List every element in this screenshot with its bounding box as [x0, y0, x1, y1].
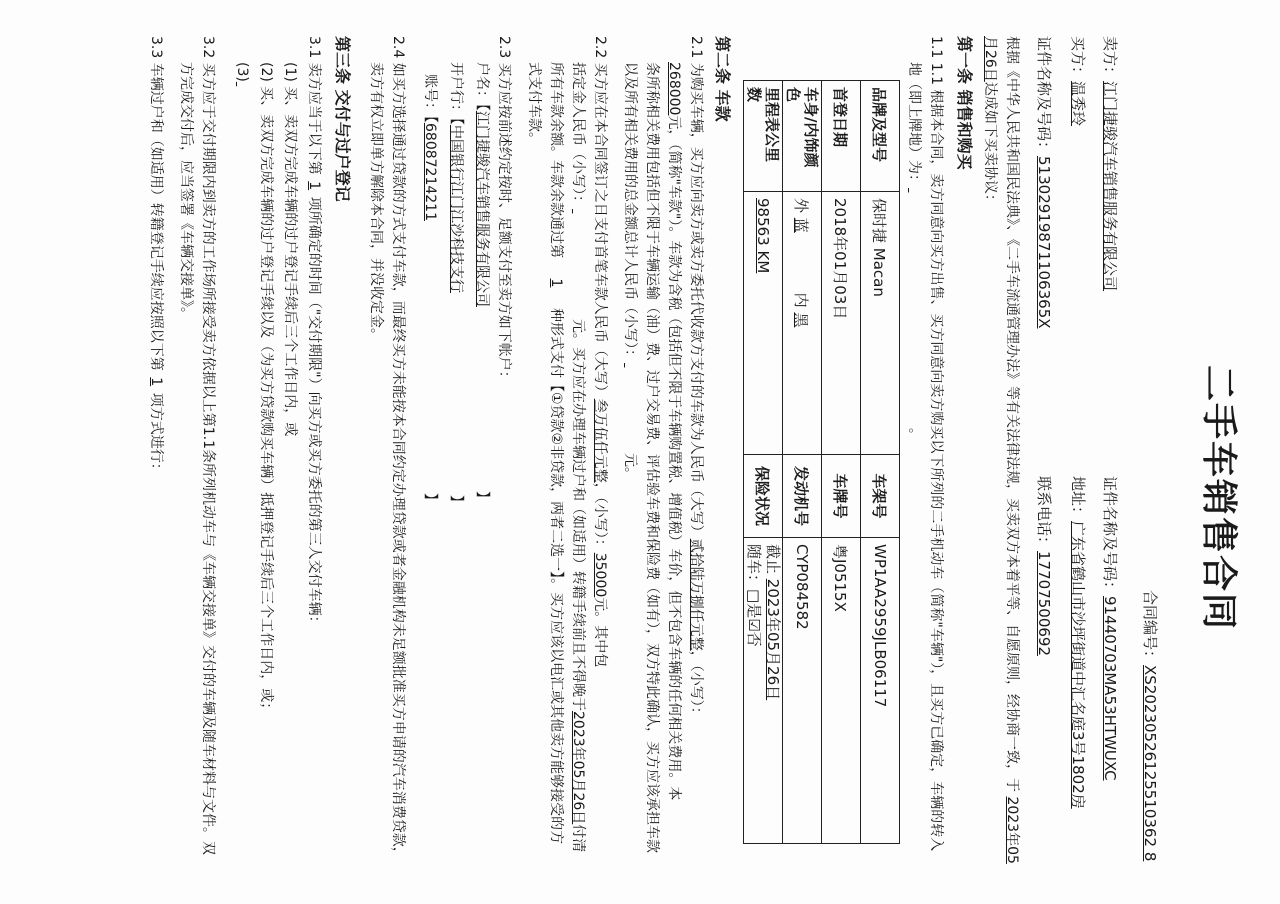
seller-id-row	[1100, 476, 1120, 781]
art2-2-text-c: 元。其中包	[592, 597, 608, 668]
payment-method-number: 1	[548, 278, 564, 288]
checkbox-no[interactable]: ☑	[745, 618, 763, 632]
buyer-row	[1068, 36, 1088, 421]
account-number-row	[420, 74, 440, 507]
intro-text: 根据《中华人民共和国民法典》、《二手车流通管理办法》等有关法律法规，买卖双方本着平等、自愿原则，经协商一致，于	[1004, 36, 1020, 792]
page-title: 二手车销售合同	[1198, 365, 1239, 632]
vin-label: 车架号	[861, 455, 900, 538]
article-1-title: 第一条 销售和购买	[955, 36, 974, 170]
vehicle-info-table	[743, 80, 900, 844]
art1-1-text: 地（即上牌地）为：	[906, 62, 922, 188]
transfer-option-number: 1	[148, 377, 164, 387]
art2-2-text-g: 所有车款余额。车款余款通过第	[548, 62, 564, 258]
art2-2-line1	[590, 36, 610, 667]
art2-2-text-e: 元。买方应在办理车辆过户和（如适用）转籍手续前且不得晚于	[570, 319, 586, 711]
brand-label: 品牌及型号	[861, 81, 900, 192]
first-registration-label: 首登日期	[822, 81, 861, 192]
bracket-open: 【	[474, 104, 490, 111]
bank-row	[446, 62, 466, 509]
price-in-figures: 268000	[666, 62, 682, 116]
account-number-value: 68087214211	[422, 123, 438, 221]
intro-line-2	[980, 36, 1000, 208]
inner-color-value: 黑	[792, 312, 811, 328]
insurance-with-car-prefix: 随车：	[745, 544, 763, 590]
art1-1-line1: 1.1 1.1 根据本合同，卖方同意向买方出售、买方同意向卖方购买以下所列的二手机动车（简称"车辆"），且买方已确定，车辆的转入	[928, 36, 944, 852]
checkbox-yes[interactable]: □	[745, 589, 763, 604]
art3-1-option-3	[232, 62, 252, 282]
color-value	[783, 192, 822, 455]
seller-id-label: 证件名称及号码：	[1101, 476, 1119, 597]
seller-id-value: 91440703MA53HTWUXC	[1101, 596, 1119, 781]
checkbox-no-label: 否	[745, 631, 763, 647]
insurance-expiry	[763, 544, 782, 837]
insurance-label: 保险状况	[744, 455, 783, 538]
art3-1-text-a: 3.1 卖方应当于以下第	[306, 36, 322, 175]
vin-value: WP1AA2959JLB06117	[861, 538, 900, 844]
bracket-close: 】	[422, 493, 438, 507]
first-payment-figures: 35000	[592, 552, 608, 598]
mileage-label	[744, 81, 783, 192]
art3-1-option-2: (2) 买、卖双方完成车辆的过户登记手续以及（为买方贷款购买车辆）抵押登记手续后三个工作日内，或；	[258, 62, 274, 717]
art3-1-text-b: 项所确定的时间（"交付期限"）向买方或买方委托的第三人交付车辆：	[306, 196, 322, 630]
mileage-value	[744, 192, 783, 455]
art3-1-option-3-label: (3)	[234, 62, 250, 82]
bracket-close: 】	[448, 495, 464, 509]
account-holder-value: 江门捷骏汽车销售服务有限公司	[474, 111, 490, 307]
art1-1-end: 。	[906, 428, 922, 442]
bracket-open: 【	[448, 118, 464, 125]
phone-label: 联系电话：	[1035, 476, 1053, 552]
account-holder-label: 户名：	[474, 62, 490, 104]
buyer-name: 温秀玲	[1069, 81, 1087, 127]
article-3-title: 第三条 交付与过户登记	[333, 36, 352, 202]
contract-number-value: XS20230526125510362 8	[1141, 665, 1159, 862]
mileage-label-line1: 里程表公里	[763, 87, 781, 163]
insurance-value	[744, 538, 783, 844]
seller-row	[1100, 36, 1120, 421]
outer-color-prefix: 外	[792, 198, 811, 214]
bracket-close: 】	[474, 491, 490, 505]
seller-name: 江门捷骏汽车销售服务有限公司	[1101, 81, 1119, 292]
art2-4-line1: 2.4 如买方选择通过贷款的方式支付车款，而最终买方未能按本合同约定办理贷款或者金融机构未足额批准买方申请的汽车消费贷款，	[390, 36, 406, 861]
table-row	[861, 81, 900, 844]
art1-1-line2	[904, 62, 924, 442]
outer-color-value: 蓝	[792, 217, 811, 233]
balance-due-date: 2023年05月26日	[570, 711, 586, 825]
art2-1-text-c: 元，（简称"车款"）。车款为含税（包括但不限于车辆购置税、增值税）车价，但不包含车辆的任何相关费用。本	[666, 115, 682, 801]
art2-2-text-a: 2.2 买方应在本合同签订之日支付首笔车款人民币（大写）	[592, 36, 608, 399]
art2-1-text-d: 以及所有相关费用的总金额总计人民币（小写）：	[622, 62, 638, 363]
plate-value: 粤J0515X	[822, 538, 861, 844]
art2-2-text-d: 括定金人民币（小写）：	[570, 62, 586, 209]
color-label	[783, 81, 822, 192]
color-label-line2: 色	[784, 87, 802, 103]
art2-1-text-a: 2.1 为购买车辆，买方应向卖方或卖方委托代收款方支付的车款为人民币（大写）	[688, 36, 704, 539]
intro-line-1	[1002, 36, 1022, 864]
price-in-words: 贰拾陆万捌仟元整	[688, 538, 704, 651]
art3-2-line1: 3.2 买方应于交付期限内到卖方的工作场所接受卖方依据以上第1.1条所列机动车与《车辆交接单》交付的车辆及随车材料与文件。双	[200, 36, 216, 855]
buyer-address-row	[1068, 476, 1088, 809]
buyer-address-label: 地址：	[1069, 476, 1087, 522]
engine-label: 发动机号	[783, 455, 822, 538]
intro-date-a: 2023年05	[1004, 796, 1020, 864]
art2-4-line2: 卖方有权立即单方解除本合同，并没收定金。	[368, 62, 384, 342]
first-registration-value: 2018年01月03日	[822, 192, 861, 455]
art2-2-line2	[568, 62, 588, 852]
art2-2-text-f: 付清	[570, 824, 586, 853]
insurance-with-car	[744, 544, 763, 837]
phone-row	[1034, 476, 1054, 656]
art3-3-line1	[146, 36, 166, 477]
art2-1-line1	[686, 36, 706, 721]
art2-2-line3	[546, 62, 566, 844]
bracket-open: 【	[422, 116, 438, 123]
table-row	[822, 81, 861, 844]
art2-1-text-e: 元。	[622, 453, 638, 481]
engine-value: CYP084582	[783, 538, 822, 844]
buyer-id-label: 证件名称及号码：	[1035, 36, 1053, 157]
art2-1-line3: 条所称相关费用包括但不限于车辆运输（油）费、过户交易费、评估验车费和保险费（如有），双方特此确认，买方应该承担车款	[644, 62, 660, 853]
intro-date-b: 月26日	[982, 36, 998, 82]
brand-value: 保时捷 Macan	[861, 192, 900, 455]
account-number-label: 账号：	[422, 74, 438, 116]
table-row	[744, 81, 783, 844]
contract-number-label: 合同编号：	[1141, 590, 1159, 666]
mileage-number: 98563 KM	[754, 198, 772, 274]
inner-color-prefix: 内	[792, 292, 811, 308]
deposit-blank	[568, 209, 588, 319]
checkbox-yes-label: 是	[745, 603, 763, 619]
art2-2-text-h: 种形式支付【①贷款②非贷款，两者二选一】。买方应该以电汇或其他卖方能够接受的方	[548, 308, 564, 845]
phone-value: 17707500692	[1035, 551, 1053, 656]
art2-3-line1: 2.3 买方应按前述约定按时、足额支付至卖方如下帐户：	[496, 36, 512, 385]
first-payment-words: 叁万伍仟元整	[592, 398, 608, 483]
insurance-expiry-prefix: 截止	[764, 544, 782, 575]
option-3-blank	[232, 82, 252, 282]
registration-place-blank	[904, 188, 924, 428]
seller-label: 卖方：	[1101, 36, 1119, 82]
account-holder-row	[472, 62, 492, 505]
art3-1-line1	[304, 36, 324, 630]
art3-1-option-1: (1) 买、卖双方完成车辆的过户登记手续后三个工作日内，或	[282, 62, 298, 437]
art2-1-line4	[620, 62, 640, 481]
art2-1-line2	[664, 62, 684, 800]
art2-2-line4: 式支付车款。	[526, 62, 542, 146]
plate-label: 车牌号	[822, 455, 861, 538]
bank-label: 开户行：	[448, 62, 464, 118]
mileage-label-line2: 数	[745, 87, 763, 103]
buyer-id-row	[1034, 36, 1054, 426]
buyer-label: 买方：	[1069, 36, 1087, 82]
table-row	[783, 81, 822, 844]
total-amount-blank	[620, 363, 640, 453]
article-2-title: 第二条 车款	[713, 36, 732, 122]
insurance-expiry-date: 2023年05月26日	[764, 578, 782, 701]
intro-tail: 达成如下买卖协议：	[982, 81, 998, 208]
color-label-line1: 车身/内饰颜	[802, 87, 820, 168]
art2-2-text-b: ，（小写）：	[592, 482, 608, 553]
buyer-address-value: 广东省鹤山市沙坪街道中汇名庭3号1802房	[1069, 521, 1087, 809]
delivery-option-number: 1	[306, 181, 322, 191]
buyer-id-value: 51302919871106365X	[1035, 156, 1053, 329]
art3-3-text-a: 3.3 车辆过户和（如适用）转籍登记手续应按照以下第	[148, 36, 164, 371]
art3-3-text-b: 项方式进行：	[148, 392, 164, 477]
art2-1-text-b: ，（小写）：	[688, 650, 704, 721]
contract-number	[1140, 590, 1160, 861]
art3-2-line2: 方完成交付后，应当签署《车辆交接单》。	[178, 62, 194, 321]
bank-value: 中国银行江门江沙科技支行	[448, 125, 464, 293]
